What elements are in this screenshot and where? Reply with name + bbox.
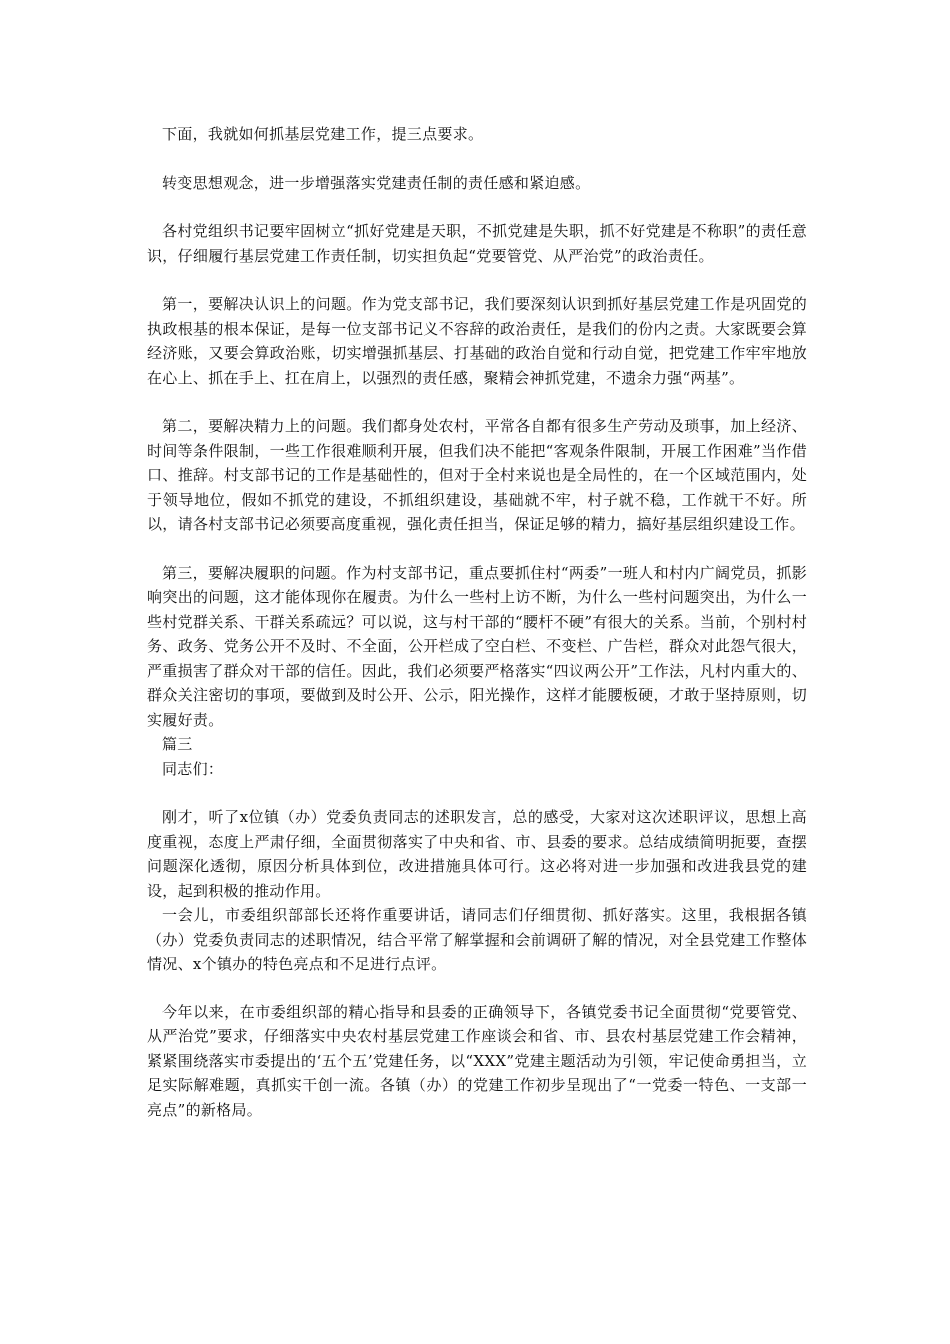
paragraph-responsibility: 各村党组织书记要牢固树立“抓好党建是天职，不抓党建是失职，抓不好党建是不称职”的责任意识，仔细履行基层党建工作责任制，切实担负起“党要管党、从严治党”的政治责任。 [147,222,807,265]
salutation: 同志们： [162,759,224,778]
document-body [147,122,807,1122]
section-title: 篇三 [162,735,193,753]
paragraph-first: 第一，要解决认识上的问题。作为党支部书记，我们要深刻认识到抓好基层党建工作是巩固党的执政根基的根本保证，是每一位支部书记义不容辞的政治责任，是我们的份内之责。大家既要会算经济账，又要会算政治账，切实增强抓基层、打基础的政治自觉和行动自觉，把党建工作牢牢地放在心上、抓在手上、扛在肩上，以强烈的责任感，聚精会神抓党建，不遗余力强“两基”。 [147,295,807,387]
paragraph-third: 第三，要解决履职的问题。作为村支部书记，重点要抓住村“两委”一班人和村内广阔党员，抓影响突出的问题，这才能体现你在履责。为什么一些村上访不断，为什么一些村问题突出，为什么一些村党群关系、干群关系疏远？可以说，这与村干部的“腰杆不硬”有很大的关系。当前，个别村村务、政务、党务公开不及时、不全面，公开栏成了空白栏、不变栏、广告栏，群众对此怨气很大，严重损害了群众对干部的信任。因此，我们必须要严格落实“四议两公开”工作法，凡村内重大的、群众关注密切的事项，要做到及时公开、公示，阳光操作，这样才能腰板硬，才敢于坚持原则，切实履好责。 [147,563,807,729]
paragraph-progress: 今年以来，在市委组织部的精心指导和县委的正确领导下，各镇党委书记全面贯彻“党要管党、从严治党”要求，仔细落实中央农村基层党建工作座谈会和省、市、县农村基层党建工作会精神，紧紧围绕落实市委提出的‘五个五’党建任务，以“XXX”党建主题活动为引领，牢记使命勇担当，立足实际解难题，真抓实干创一流。各镇（办）的党建工作初步呈现出了“一党委一特色、一支部一亮点”的新格局。 [147,1002,807,1119]
paragraph-heading-1: 转变思想观念，进一步增强落实党建责任制的责任感和紧迫感。 [162,173,591,192]
paragraph-second: 第二，要解决精力上的问题。我们都身处农村，平常各自都有很多生产劳动及琐事，加上经济、时间等条件限制，一些工作很难顺利开展，但我们决不能把“客观条件限制，开展工作困难”当作借口、推辞。村支部书记的工作是基础性的，但对于全村来说也是全局性的，在一个区域范围内，处于领导地位，假如不抓党的建设，不抓组织建设，基础就不牢，村子就不稳，工作就干不好。所以，请各村支部书记必须要高度重视，强化责任担当，保证足够的精力，搞好基层组织建设工作。 [147,417,807,533]
paragraph-review: 刚才，听了x位镇（办）党委负责同志的述职发言，总的感受，大家对这次述职评议，思想上高度重视，态度上严肃仔细，全面贯彻落实了中央和省、市、县委的要求。总结成绩简明扼要，查摆问题深化透彻，原因分析具体到位，改进措施具体可行。这必将对进一步加强和改进我县党的建设，起到积极的推动作用。 [147,808,807,900]
paragraph-intro: 下面，我就如何抓基层党建工作，提三点要求。 [162,125,484,143]
paragraph-comment: 一会儿，市委组织部部长还将作重要讲话，请同志们仔细贯彻、抓好落实。这里，我根据各镇（办）党委负责同志的述职情况，结合平常了解掌握和会前调研了解的情况，对全县党建工作整体情况、x个镇办的特色亮点和不足进行点评。 [147,906,807,973]
